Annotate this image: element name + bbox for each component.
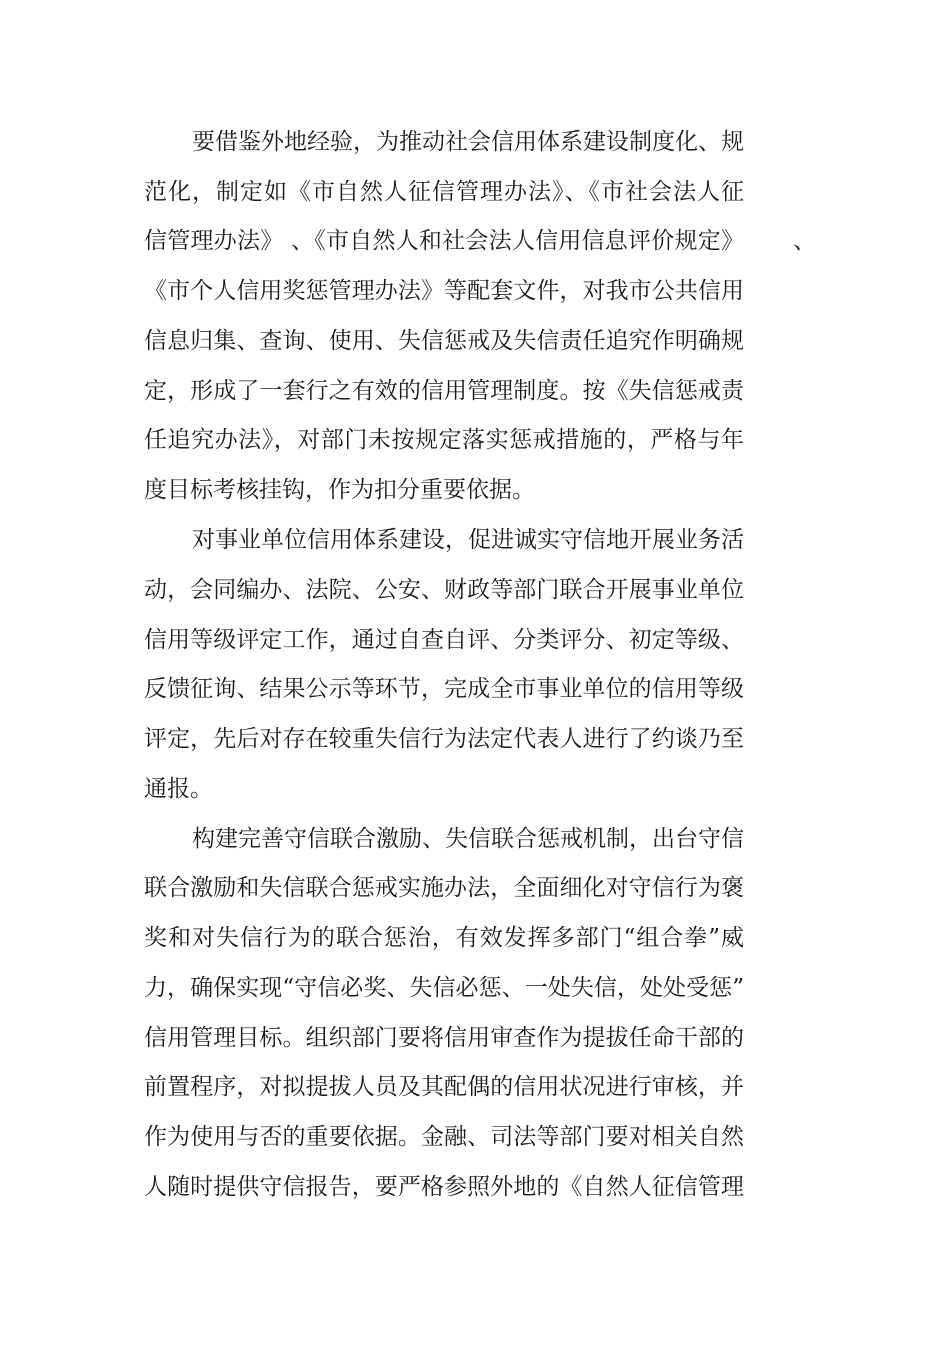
paragraph-2-line-3: 信用等级评定工作，通过自查自评、分类评分、初定等级、 [144,627,744,653]
paragraph-1-line-3: 信管理办法》 、《市自然人和社会法人信用信息评价规定》 [144,228,744,254]
paragraph-3-line-5: 信用管理目标。组织部门要将信用审查作为提拔任命干部的 [144,1025,744,1051]
paragraph-2-line-6: 通报。 [144,776,213,802]
paragraph-3-line-7: 作为使用与否的重要依据。金融、司法等部门要对相关自然 [144,1124,744,1150]
paragraph-1-line-2: 范化，制定如《市自然人征信管理办法》、《市社会法人征 [144,179,744,205]
paragraph-1-line-4: 《市个人信用奖惩管理办法》等配套文件，对我市公共信用 [144,278,744,304]
paragraph-3-line-6: 前置程序，对拟提拔人员及其配偶的信用状况进行审核，并 [144,1074,744,1100]
paragraph-2-line-1: 对事业单位信用体系建设，促进诚实守信地开展业务活 [192,527,744,553]
paragraph-3-line-1: 构建完善守信联合激励、失信联合惩戒机制，出台守信 [192,826,744,852]
paragraph-1-line-1: 要借鉴外地经验，为推动社会信用体系建设制度化、规 [192,129,744,155]
paragraph-1-line-5: 信息归集、查询、使用、失信惩戒及失信责任追究作明确规 [144,328,744,354]
paragraph-2-line-5: 评定，先后对存在较重失信行为法定代表人进行了约谈乃至 [144,726,744,752]
paragraph-3-line-3: 奖和对失信行为的联合惩治，有效发挥多部门“组合拳”威 [144,925,744,951]
paragraph-2-line-2: 动，会同编办、法院、公安、财政等部门联合开展事业单位 [144,577,744,603]
paragraph-3-line-2: 联合激励和失信联合惩戒实施办法，全面细化对守信行为褒 [144,875,744,901]
stray-punctuation: 、 [793,228,816,254]
paragraph-2-line-4: 反馈征询、结果公示等环节，完成全市事业单位的信用等级 [144,676,744,702]
paragraph-1-line-6: 定，形成了一套行之有效的信用管理制度。按《失信惩戒责 [144,378,744,404]
paragraph-3-line-8: 人随时提供守信报告，要严格参照外地的《自然人征信管理 [144,1174,744,1200]
paragraph-1-line-8: 度目标考核挂钩，作为扣分重要依据。 [144,477,535,503]
paragraph-1-line-7: 任追究办法》，对部门未按规定落实惩戒措施的，严格与年 [144,427,744,453]
paragraph-3-line-4: 力，确保实现“守信必奖、失信必惩、一处失信，处处受惩” [144,975,744,1001]
